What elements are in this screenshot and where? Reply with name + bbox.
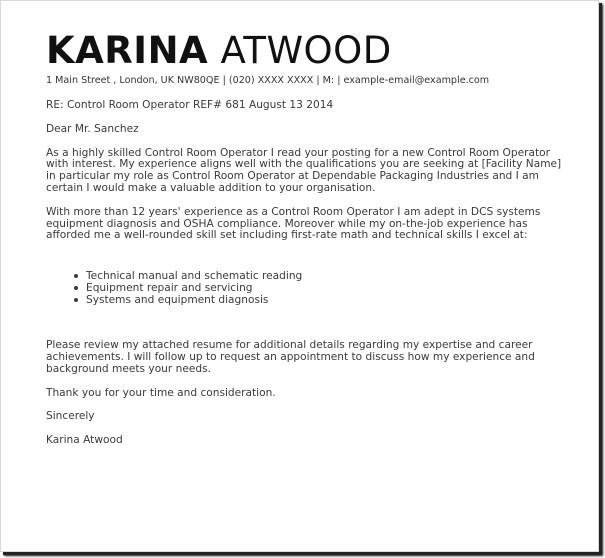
list-item [86, 282, 566, 294]
signature-name: Karina Atwood [46, 434, 123, 447]
closing: Sincerely [46, 410, 95, 423]
list-item [86, 294, 566, 306]
paragraph-follow-up: Please review my attached resume for additional details regarding my expertise and career achievements. I will follow up to request an appointment to discuss how my experience and background meets your needs. [46, 339, 535, 375]
paragraph-intro: As a highly skilled Control Room Operator I read your posting for a new Control Room Operator with interest. My experience aligns well with the qualifications you are seeking at [Facility Name] in particular my role as Control Room Operator at Dependable Packaging Industries and I am certain I would make a valuable addition to your organisation. [46, 146, 562, 194]
last-name: ATWOOD [220, 29, 392, 72]
salutation: Dear Mr. Sanchez [46, 122, 139, 135]
first-name: KARINA [46, 29, 209, 72]
skill-label: Systems and equipment diagnosis [86, 294, 269, 307]
skill-label: Technical manual and schematic reading [86, 270, 303, 283]
bullet-icon [74, 274, 78, 278]
skills-list [46, 270, 566, 306]
thanks-line: Thank you for your time and consideration. [46, 386, 276, 399]
list-item [86, 270, 566, 282]
paragraph-experience: With more than 12 years' experience as a Control Room Operator I am adept in DCS systems equipment diagnosis and OSHA compliance. Moreover while my on-the-job experience has afforded me a well-rounded skill set including first-rate math and technical skills I excel at: [46, 205, 541, 242]
contact-line: 1 Main Street , London, UK NW80QE | (020) XXXX XXXX | M: | example-email@example.com [46, 75, 490, 86]
bullet-icon [74, 298, 78, 302]
applicant-name-heading [46, 29, 566, 73]
skill-label: Equipment repair and servicing [86, 282, 253, 295]
reference-line: RE: Control Room Operator REF# 681 August 13 2014 [46, 99, 334, 111]
bullet-icon [74, 286, 78, 290]
letter-content [46, 29, 566, 447]
